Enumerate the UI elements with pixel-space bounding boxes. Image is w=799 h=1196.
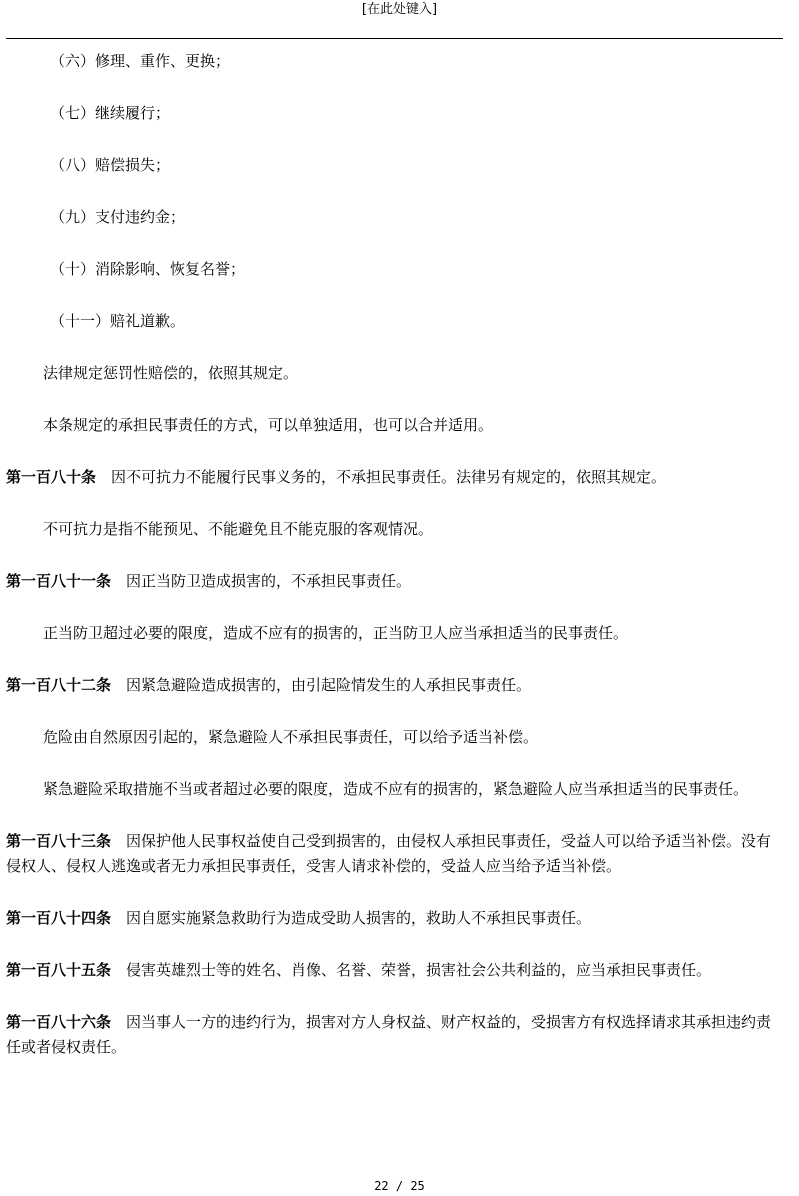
article-184	[6, 906, 783, 931]
page-header: [在此处键入]	[361, 2, 438, 17]
article-182	[6, 673, 783, 698]
paragraph: 本条规定的承担民事责任的方式，可以单独适用，也可以合并适用。	[43, 416, 494, 434]
paragraph: 正当防卫超过必要的限度，造成不应有的损害的，正当防卫人应当承担适当的民事责任。	[43, 624, 629, 642]
article-180	[6, 465, 783, 490]
article-number: 第一百八十一条	[6, 572, 112, 590]
article-text: 因保护他人民事权益使自己受到损害的，由侵权人承担民事责任，受益人可以给予适当补偿。没有侵权人、侵权人逃逸或者无力承担民事责任，受害人请求补偿的，受益人应当给予适当补偿。	[6, 832, 772, 875]
article-text: 因自愿实施紧急救助行为造成受助人损害的，救助人不承担民事责任。	[126, 909, 592, 927]
article-text: 因正当防卫造成损害的，不承担民事责任。	[126, 572, 412, 590]
paragraph: 法律规定惩罚性赔偿的，依照其规定。	[43, 364, 299, 382]
list-item: （八）赔偿损失；	[50, 156, 171, 174]
article-181	[6, 569, 783, 594]
article-number: 第一百八十六条	[6, 1013, 112, 1031]
article-number: 第一百八十二条	[6, 676, 112, 694]
document-body	[6, 49, 783, 1060]
article-number: 第一百八十条	[6, 468, 97, 486]
article-number: 第一百八十五条	[6, 961, 112, 979]
article-text: 因紧急避险造成损害的，由引起险情发生的人承担民事责任。	[126, 676, 532, 694]
paragraph: 紧急避险采取措施不当或者超过必要的限度，造成不应有的损害的，紧急避险人应当承担适当的民事责任。	[43, 780, 749, 798]
article-text: 因当事人一方的违约行为，损害对方人身权益、财产权益的，受损害方有权选择请求其承担违约责任或者侵权责任。	[6, 1013, 772, 1056]
article-text: 侵害英雄烈士等的姓名、肖像、名誉、荣誉，损害社会公共利益的，应当承担民事责任。	[126, 961, 712, 979]
paragraph: 危险由自然原因引起的，紧急避险人不承担民事责任，可以给予适当补偿。	[43, 728, 539, 746]
paragraph: 不可抗力是指不能预见、不能避免且不能克服的客观情况。	[43, 520, 434, 538]
article-number: 第一百八十三条	[6, 832, 112, 850]
article-text: 因不可抗力不能履行民事义务的，不承担民事责任。法律另有规定的，依照其规定。	[111, 468, 667, 486]
article-number: 第一百八十四条	[6, 909, 112, 927]
list-item: （六）修理、重作、更换；	[50, 52, 231, 70]
article-183	[6, 829, 783, 879]
article-186	[6, 1010, 783, 1060]
page-indicator: 22 / 25	[374, 1179, 425, 1193]
list-item: （十一）赔礼道歉。	[50, 312, 186, 330]
list-item: （七）继续履行；	[50, 104, 171, 122]
article-185	[6, 958, 783, 983]
list-item: （九）支付违约金；	[50, 208, 186, 226]
header-divider	[6, 38, 783, 39]
list-item: （十）消除影响、恢复名誉；	[50, 260, 246, 278]
